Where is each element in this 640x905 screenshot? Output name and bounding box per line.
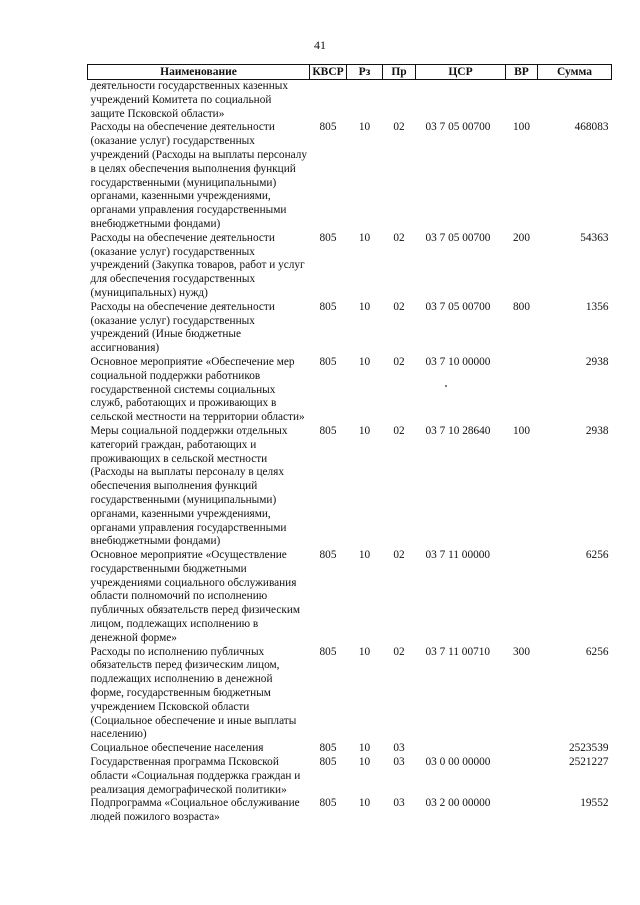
header-csr: ЦСР xyxy=(416,65,506,80)
table-body xyxy=(88,80,612,826)
header-kvsr: КВСР xyxy=(310,65,347,80)
table-row xyxy=(88,646,612,743)
cell-rz: 10 xyxy=(358,742,371,755)
cell-name: Расходы на обеспечение деятельности (оказание услуг) государственных учреждений (Иные бюджетные ассигнования) xyxy=(90,300,275,355)
cell-name: Государственная программа Псковской области «Социальная поддержка граждан и реализация демографической политики» xyxy=(90,756,301,796)
cell-rz: 10 xyxy=(358,756,371,769)
cell-vr xyxy=(506,797,538,825)
cell-kvsr: 805 xyxy=(319,424,337,437)
cell-csr xyxy=(416,742,506,756)
cell-kvsr: 805 xyxy=(319,645,337,658)
cell-pr: 02 xyxy=(393,300,405,313)
cell-vr: 300 xyxy=(513,645,530,658)
cell-rz: 10 xyxy=(358,549,371,562)
header-rz: Рз xyxy=(347,65,383,80)
cell-kvsr: 805 xyxy=(319,355,337,368)
table-row xyxy=(88,232,612,301)
cell-csr: 03 2 00 00000 xyxy=(425,797,491,810)
cell-vr: 100 xyxy=(513,121,530,134)
cell-name: Основное мероприятие «Обеспечение мер социальной поддержки работников государственной системы социальных служб, работающих и проживающих в сельской местности на территории области» xyxy=(90,355,305,424)
cell-csr: 03 7 05 00700 xyxy=(425,300,491,313)
cell-kvsr: 805 xyxy=(319,121,337,134)
cell-pr: 02 xyxy=(393,549,405,562)
cell-sum: 1356 xyxy=(585,300,609,313)
cell-vr: 800 xyxy=(513,300,530,313)
cell-name: Расходы по исполнению публичных обязательств перед физическим лицом, подлежащих исполнению в денежной форме, государственным бюджетным учреждением Псковской области (Социальное обеспечение и иные выплаты населению) xyxy=(90,645,297,741)
cell-rz: 10 xyxy=(358,300,371,313)
cell-vr: 100 xyxy=(513,424,530,437)
header-sum: Сумма xyxy=(538,65,612,80)
cell-name: Подпрограмма «Социальное обслуживание людей пожилого возраста» xyxy=(90,797,300,824)
cell-sum: 6256 xyxy=(585,549,609,562)
table-row xyxy=(88,356,612,425)
cell-pr: 03 xyxy=(393,742,405,755)
cell-sum: 2938 xyxy=(585,424,609,437)
cell-name: Расходы на обеспечение деятельности (оказание услуг) государственных учреждений (Расходы на выплаты персоналу в целях обеспечения выполнения функций государственными (муниципальными) органами, казенными учреждениями, органами управления государственными внебюджетными фондами) xyxy=(90,121,308,230)
cell-rz: 10 xyxy=(358,424,371,437)
cell-pr: 03 xyxy=(393,756,405,769)
header-row xyxy=(88,65,612,80)
cell-name: Основное мероприятие «Осуществление государственными бюджетными учреждениями социального обслуживания области полномочий по исполнению публичных обязательств перед физическим лицом, подлежащих исполнению в денежной форме» xyxy=(90,549,301,644)
cell-vr: 200 xyxy=(513,231,530,244)
header-pr: Пр xyxy=(383,65,416,80)
cell-name: деятельности государственных казенных учреждений Комитета по социальной защите Псковской области» xyxy=(90,80,289,120)
cell-rz: 10 xyxy=(358,797,371,810)
cell-csr: 03 0 00 00000 xyxy=(425,756,491,769)
cell-vr xyxy=(506,356,538,425)
cell-csr: 03 7 11 00710 xyxy=(425,645,491,658)
cell-csr: 03 7 05 00700 xyxy=(425,231,491,244)
cell-rz: 10 xyxy=(358,121,371,134)
cell-vr xyxy=(506,80,538,122)
cell-pr xyxy=(383,80,416,122)
cell-kvsr: 805 xyxy=(319,231,337,244)
header-name: Наименование xyxy=(88,65,310,80)
table-row xyxy=(88,425,612,549)
cell-sum: 2521227 xyxy=(568,756,609,769)
cell-rz: 10 xyxy=(358,355,371,368)
table-row xyxy=(88,301,612,356)
cell-rz: 10 xyxy=(358,231,371,244)
cell-sum: 19552 xyxy=(580,797,609,810)
cell-sum: 6256 xyxy=(585,645,609,658)
cell-sum: 468083 xyxy=(574,121,609,134)
cell-kvsr: 805 xyxy=(319,300,337,313)
cell-name: Социальное обеспечение населения xyxy=(90,742,264,755)
cell-sum xyxy=(538,80,612,122)
cell-vr xyxy=(506,549,538,646)
page-number: 41 xyxy=(314,38,326,52)
table-row xyxy=(88,797,612,825)
cell-rz xyxy=(347,80,383,122)
table-row xyxy=(88,549,612,646)
cell-sum: 2523539 xyxy=(568,742,609,755)
cell-csr: 03 7 11 00000 xyxy=(425,549,491,562)
cell-rz: 10 xyxy=(358,645,371,658)
cell-csr xyxy=(416,80,506,122)
cell-csr: 03 7 10 28640 xyxy=(425,424,491,437)
cell-csr: 03 7 05 00700 xyxy=(425,121,491,134)
budget-table xyxy=(87,64,612,825)
cell-name: Расходы на обеспечение деятельности (оказание услуг) государственных учреждений (Закупка товаров, работ и услуг для обеспечения государственных (муниципальных) нужд) xyxy=(90,231,305,299)
header-vr: ВР xyxy=(506,65,538,80)
table-row xyxy=(88,80,612,122)
cell-name: Меры социальной поддержки отдельных категорий граждан, работающих и проживающих в сельской местности (Расходы на выплаты персоналу в целях обеспечения выполнения функций государственными (муниципальными) органами, казенными учреждениями, органами управления государственными внебюджетными фондами) xyxy=(90,424,288,548)
table-row xyxy=(88,756,612,797)
cell-pr: 03 xyxy=(393,797,405,810)
cell-sum: 2938 xyxy=(585,355,609,368)
cell-kvsr: 805 xyxy=(319,742,337,755)
cell-vr xyxy=(506,756,538,797)
cell-kvsr: 805 xyxy=(319,797,337,810)
table-row xyxy=(88,742,612,756)
cell-kvsr: 805 xyxy=(319,549,337,562)
cell-sum: 54363 xyxy=(580,231,609,244)
cell-pr: 02 xyxy=(393,645,405,658)
cell-kvsr xyxy=(310,80,347,122)
table-header xyxy=(88,65,612,80)
cell-pr: 02 xyxy=(393,121,405,134)
cell-pr: 02 xyxy=(393,424,405,437)
cell-vr xyxy=(506,742,538,756)
scan-speck xyxy=(445,385,447,387)
cell-kvsr: 805 xyxy=(319,756,337,769)
cell-csr: 03 7 10 00000 xyxy=(425,355,491,368)
table-row xyxy=(88,121,612,231)
cell-pr: 02 xyxy=(393,355,405,368)
cell-pr: 02 xyxy=(393,231,405,244)
